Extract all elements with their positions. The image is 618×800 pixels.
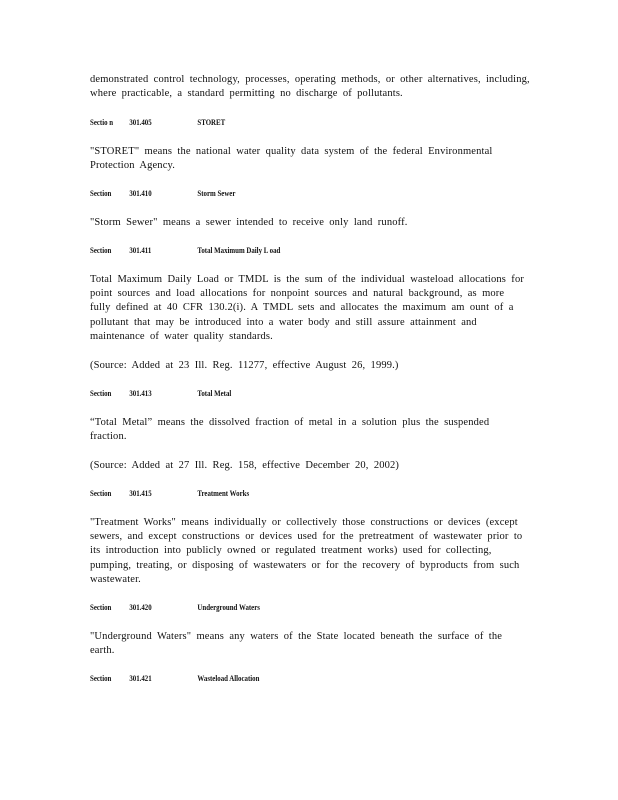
- section-heading-301-405: [90, 118, 451, 127]
- section-number: 301.410: [129, 189, 152, 198]
- section-label: Section: [90, 389, 112, 398]
- paragraph-treatment-works-definition: "Treatment Works" means individually or collectively those constructions or devices (except sewers, and except constructions or devices used for the pretreatment of wastewater prior to its introduction into publicly owned or regulated treatment works) used for collecting, pumping, treating, or disposing of wastewaters or for the recovery of byproducts from such wastewater.: [90, 517, 523, 585]
- section-label: Section: [90, 674, 112, 683]
- section-label: Section: [90, 246, 112, 255]
- section-number: 301.415: [129, 489, 152, 498]
- section-label: Sectio n: [90, 118, 114, 127]
- paragraph-storet-definition: "STORET" means the national water quality data system of the federal Environmental Protection Agency.: [90, 146, 493, 172]
- section-heading-301-411: [90, 246, 451, 255]
- section-title: Total Maximum Daily L oad: [197, 246, 281, 255]
- section-label: Section: [90, 603, 112, 612]
- paragraph-storm-sewer-definition: "Storm Sewer" means a sewer intended to receive only land runoff.: [90, 217, 408, 228]
- section-label: Section: [90, 189, 112, 198]
- section-heading-301-421: [90, 674, 451, 683]
- section-number: 301.411: [129, 246, 152, 255]
- section-heading-301-415: [90, 489, 451, 498]
- section-number: 301.421: [129, 674, 152, 683]
- section-title: STORET: [197, 118, 226, 127]
- source-note-1999: (Source: Added at 23 Ill. Reg. 11277, effective August 26, 1999.): [90, 360, 399, 371]
- section-heading-301-413: [90, 389, 451, 398]
- section-number: 301.405: [129, 118, 152, 127]
- section-number: 301.413: [129, 389, 152, 398]
- section-title: Underground Waters: [197, 603, 260, 612]
- section-title: Storm Sewer: [197, 189, 236, 198]
- section-title: Wasteload Allocation: [197, 674, 260, 683]
- paragraph-underground-waters-definition: "Underground Waters" means any waters of the State located beneath the surface of the earth.: [90, 631, 503, 657]
- paragraph-intro-continuation: demonstrated control technology, processes, operating methods, or other alternatives, including, where practicable, a standard permitting no discharge of pollutants.: [90, 74, 530, 100]
- section-heading-301-410: [90, 189, 451, 198]
- section-title: Treatment Works: [197, 489, 250, 498]
- paragraph-tmdl-definition: Total Maximum Daily Load or TMDL is the sum of the individual wasteload allocations for point sources and load allocations for nonpoint sources and natural background, as more fully defined at 40 CFR 130.2(i). A TMDL sets and allocates the maximum am ount of a pollutant that may be introduced into a water body and still assure attainment and maintenance of water quality standards.: [90, 274, 524, 342]
- source-note-2002: (Source: Added at 27 Ill. Reg. 158, effective December 20, 2002): [90, 460, 400, 471]
- paragraph-total-metal-definition: “Total Metal” means the dissolved fraction of metal in a solution plus the suspended fraction.: [90, 417, 490, 443]
- section-heading-301-420: [90, 603, 451, 612]
- section-title: Total Metal: [197, 389, 232, 398]
- section-label: Section: [90, 489, 112, 498]
- section-number: 301.420: [129, 603, 152, 612]
